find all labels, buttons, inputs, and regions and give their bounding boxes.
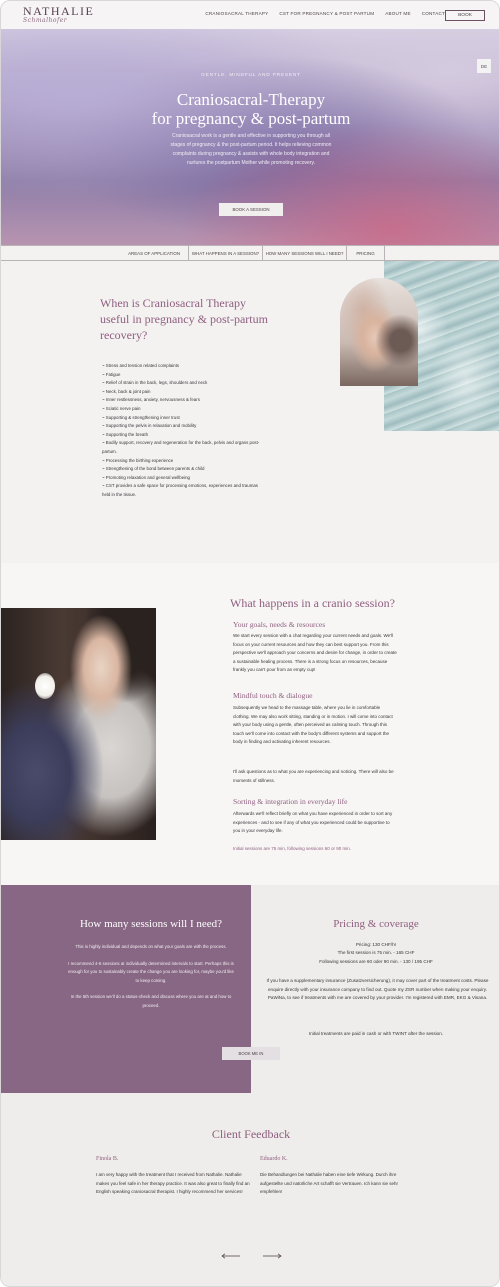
session-title: What happens in a cranio session? bbox=[230, 596, 395, 610]
hero-section bbox=[1, 29, 500, 245]
touch-text: Subsequently we head to the massage table, where you lie in comfortable clothing. We may also work sitting, standing or in motion. I will come into contact with your body using a gentle, often perceived as calming touch. Through this touch we'll come into contact with the body's different systems and support the body in finding and activating inherent resources. bbox=[233, 705, 393, 745]
pricing-title: Pricing & coverage bbox=[333, 918, 419, 930]
price-list bbox=[261, 941, 491, 966]
sessions-needed-panel bbox=[1, 885, 251, 1093]
insurance-text: If you have a supplementary insurance (Zusatzversicherung), it may cover part of the treatment costs. Please enquire directly with your insurance company to find out. Quote my ZSR number when making your enquiry. PaWiNa, to see if treatments with me are covered by your provider. I'm registered with EMR, EKG & Visana. bbox=[266, 978, 489, 1001]
price-first-session: The first session is 75 min. - 165 CHF bbox=[337, 950, 415, 956]
areas-list bbox=[102, 362, 267, 500]
hero-kicker: GENTLE, MINDFUL AND PRESENT bbox=[201, 73, 301, 78]
list-item: ~ Sciatic nerve pain bbox=[102, 405, 141, 411]
arrow-left-icon[interactable] bbox=[221, 1253, 241, 1259]
review-text: I am very happy with the treatment that I received from Nathalie. Nathalie makes you feel safe in her therapy practice. It was also great to finally find an English speaking craniosacral therapist. I highly recommend her services! bbox=[96, 1172, 250, 1195]
session-length-note: Initial sessions are 75 min, following sessions 60 or 90 min. bbox=[233, 846, 352, 851]
list-item: ~ Relief of strain in the back, legs, shoulders and neck bbox=[102, 380, 208, 386]
sessions-text-2: I recommend 4-6 sessions at individually determined intervals to start. Perhaps this is enough for you to sustainably create the change you are looking for, maybe you'd like to keep coming. bbox=[68, 960, 234, 983]
list-item: ~ Stress and tension related complaints bbox=[102, 363, 180, 368]
list-item: ~ Strengthening of the bond between parents & child bbox=[102, 466, 205, 472]
subnav-pricing[interactable]: PRICING bbox=[347, 246, 385, 260]
site-header bbox=[1, 1, 500, 29]
sessions-text-1: This is highly individual and depends on what your goals are with the process. bbox=[75, 944, 227, 949]
sessions-needed-title: How many sessions will I need? bbox=[79, 918, 223, 930]
list-item: ~ CST provides a safe space for processing emotions, experiences and traumas held in the tissue. bbox=[102, 483, 258, 497]
pricing-panel bbox=[251, 885, 500, 1093]
touch-heading: Mindful touch & dialogue bbox=[233, 691, 313, 700]
logo-signature: Schmalhofer bbox=[23, 17, 68, 24]
price-rate: Pricing: 130 CHF/hr bbox=[355, 942, 397, 947]
subnav-areas[interactable]: AREAS OF APPLICATION bbox=[1, 246, 189, 260]
nav-cst-pregnancy[interactable]: CST FOR PREGNANCY & POST PARTUM bbox=[279, 11, 375, 16]
main-nav bbox=[205, 11, 445, 16]
questions-text: I'll ask questions as to what you are experiencing and noticing. There will also be moments of stillness. bbox=[233, 769, 394, 783]
subnav-session[interactable]: WHAT HAPPENS IN A SESSION? bbox=[189, 246, 263, 260]
payment-text: Initial treatments are paid in cash or with TWINT after the session. bbox=[308, 1031, 444, 1036]
subnav-sessions-needed[interactable]: HOW MANY SESSIONS WILL I NEED? bbox=[263, 246, 347, 260]
goals-heading: Your goals, needs & resources bbox=[233, 620, 326, 629]
hero-title-line1: Craniosacral-Therapy bbox=[176, 90, 326, 109]
nav-about-me[interactable]: ABOUT ME bbox=[385, 11, 411, 16]
goals-text: We start every session with a chat regarding your current needs and goals. We'll focus on your current resources and how they can best support you. From this perspective we'll approach your concerns and desire for change, in order to create a sustainable healing process. There is a strong focus on resources, because frankly you can't pour from an empty cup! bbox=[233, 633, 397, 673]
book-button[interactable]: BOOK bbox=[445, 10, 485, 21]
sessions-text-3: In the 5th session we'll do a status-check and discuss where you are at and how to proceed. bbox=[70, 994, 232, 1008]
orchid-decoration bbox=[35, 673, 55, 699]
sessions-needed-text bbox=[67, 943, 235, 1011]
hero-text: Craniosacral work is a gentle and effective in supporting you through all stages of pregnancy & the post-partum period. It helps relieving common complaints during pregnancy & assists with whole body integration and nurtures the postpartum Mother while promoting recovery. bbox=[170, 133, 332, 166]
logo[interactable] bbox=[23, 4, 103, 26]
list-item: ~ Processing the birthing experience bbox=[102, 457, 174, 463]
areas-of-application-section bbox=[1, 261, 500, 563]
integration-text: Afterwards we'll reflect briefly on what you have experienced in order to sort any experiences - and to see if any of what you experienced could be supportive to you in your everyday life. bbox=[233, 811, 393, 834]
session-photo bbox=[1, 608, 156, 840]
book-me-in-button[interactable]: BOOK ME IN bbox=[222, 1047, 280, 1060]
reviewer-name: Eduardo K. bbox=[260, 1156, 288, 1162]
list-item: ~ Bodily support, recovery and regeneration for the back, pelvis and organs post-partum. bbox=[102, 440, 260, 454]
reviewer-name: Finola B. bbox=[96, 1156, 119, 1162]
list-item: ~ Supporting & strengthening inner trust bbox=[102, 414, 180, 420]
section-nav bbox=[1, 245, 500, 261]
nav-craniosacral-therapy[interactable]: CRANIOSACRAL THERAPY bbox=[205, 11, 269, 16]
price-following-sessions: Following sessions are 60 oder 90 min. - 130 / 195 CHF bbox=[319, 958, 433, 964]
list-item: ~ Supporting the breath bbox=[102, 431, 149, 437]
list-item: ~ Inner restlessness, anxiety, nervousness & fears bbox=[102, 397, 200, 403]
client-feedback-section bbox=[1, 1093, 500, 1287]
language-switch[interactable]: DE bbox=[477, 59, 491, 73]
list-item: ~ Supporting the pelvis in relaxation and mobility bbox=[102, 423, 197, 429]
hero-title bbox=[1, 90, 500, 128]
list-item: ~ Neck, back & joint pain bbox=[102, 388, 151, 394]
hero-title-line2: for pregnancy & post-partum bbox=[151, 109, 351, 128]
treatment-photo bbox=[340, 278, 418, 386]
book-session-button[interactable]: BOOK A SESSION bbox=[219, 203, 283, 216]
nav-contact[interactable]: CONTACT bbox=[421, 11, 445, 16]
feedback-title: Client Feedback bbox=[211, 1127, 291, 1141]
integration-heading: Sorting & integration in everyday life bbox=[233, 797, 348, 806]
logo-name: NATHALIE bbox=[23, 4, 95, 18]
arrow-right-icon[interactable] bbox=[262, 1253, 282, 1259]
review-text: Die Behandlungen bei Nathalie haben eine tiefe Wirkung. Durch ihre aufgestellte und natürliche Art schafft sie Vertrauen. Ich kann sie sehr empfehlen! bbox=[260, 1172, 398, 1195]
areas-title: When is Craniosacral Therapy useful in pregnancy & post-partum recovery? bbox=[100, 296, 268, 342]
list-item: ~ Promoting relaxation and general wellbeing bbox=[102, 474, 190, 480]
list-item: ~ Fatigue bbox=[102, 371, 121, 377]
session-section bbox=[1, 563, 500, 885]
